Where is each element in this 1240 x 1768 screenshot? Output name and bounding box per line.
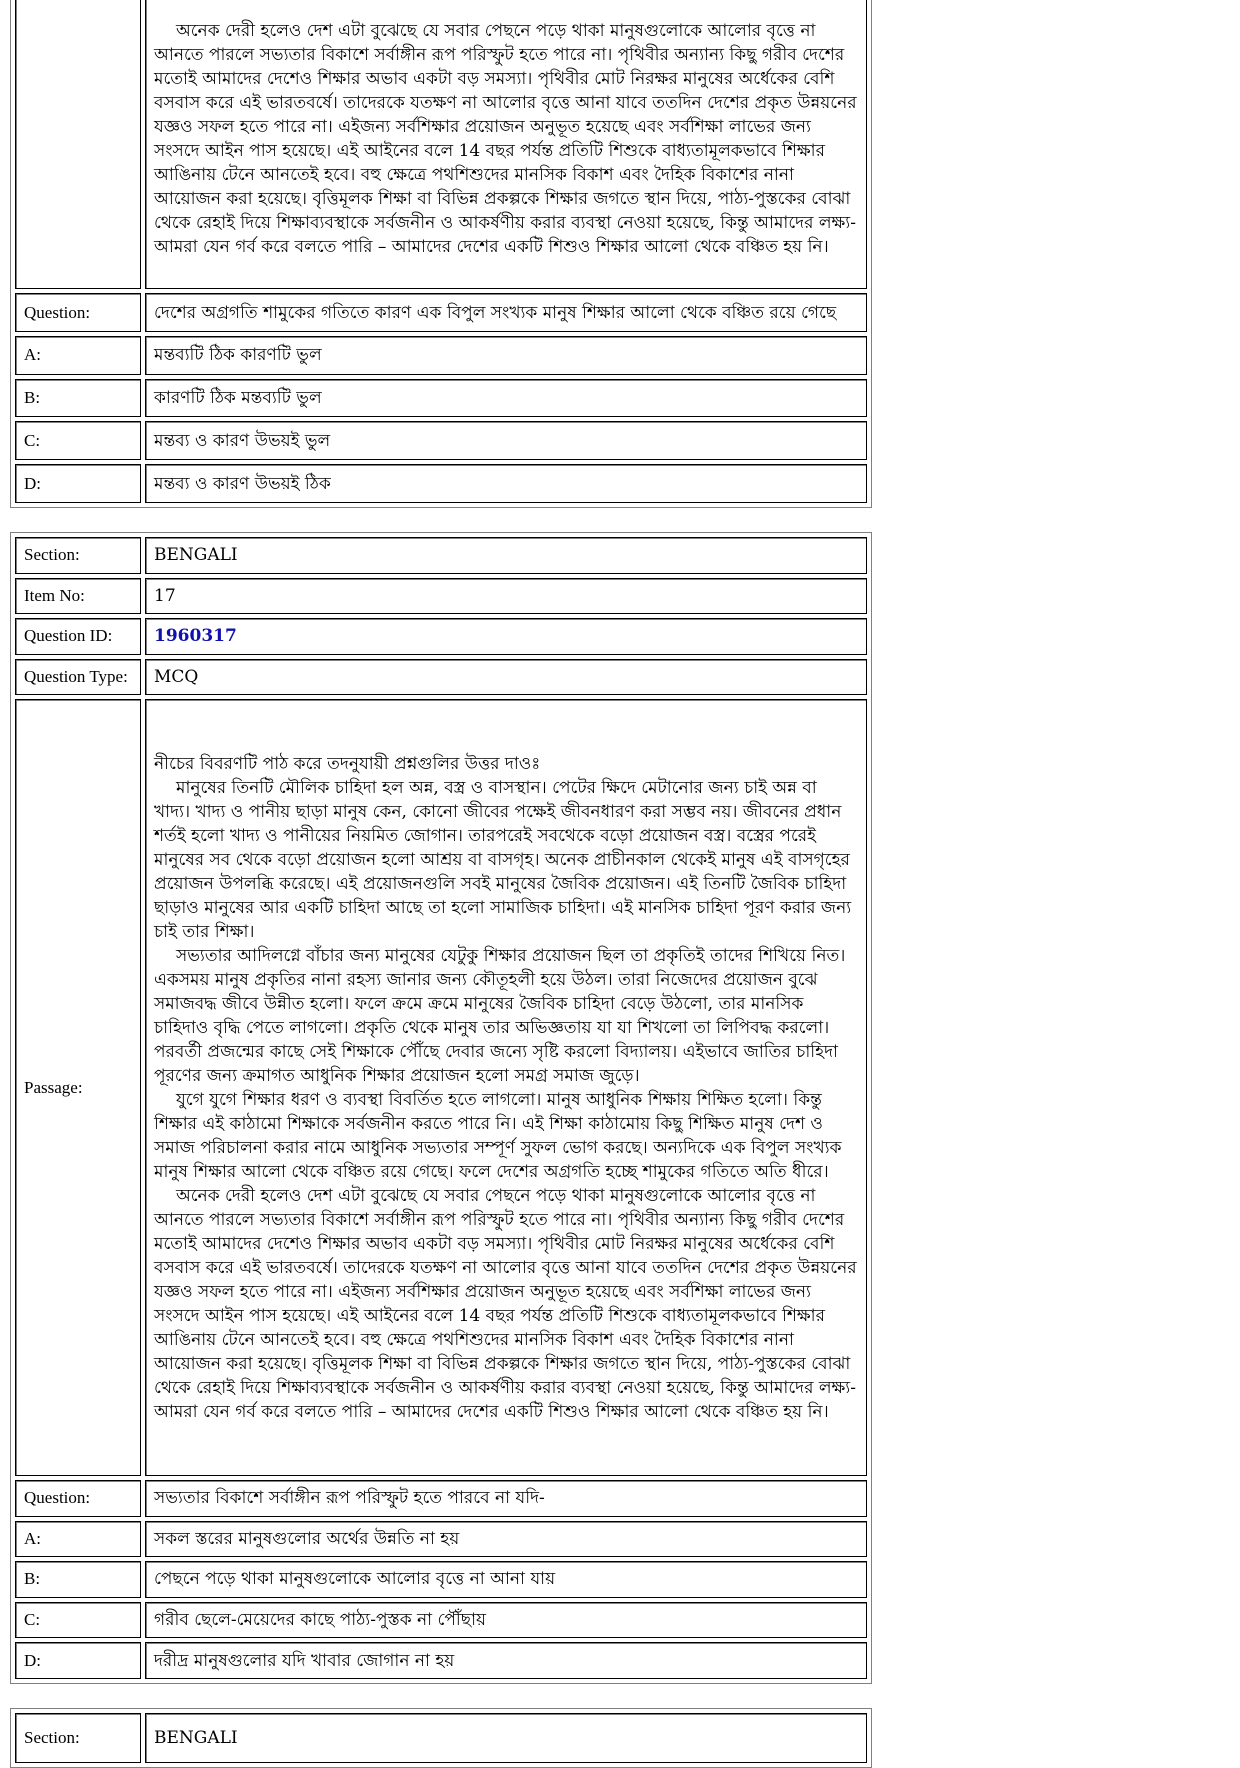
passage-text: [145, 699, 867, 1476]
option-b-label: B:: [15, 1561, 141, 1598]
question-block-3: [10, 1708, 872, 1768]
passage-label: Passage:: [15, 699, 141, 1476]
option-c-label: C:: [15, 421, 141, 460]
option-d-label: D:: [15, 1642, 141, 1679]
option-a-text: মন্তব্যটি ঠিক কারণটি ভুল: [145, 336, 867, 375]
question-row: [15, 293, 867, 332]
option-d-row: [15, 464, 867, 503]
option-d-text: দরীদ্র মানুষগুলোর যদি খাবার জোগান না হয়: [145, 1642, 867, 1679]
question-type-label: Question Type:: [15, 659, 141, 696]
section-value: BENGALI: [145, 1713, 867, 1763]
passage-paragraph: অনেক দেরী হলেও দেশ এটা বুঝেছে যে সবার পেছনে পড়ে থাকা মানুষগুলোকে আলোর বৃত্তে না আনতে পারলে সভ্যতার বিকাশে সর্বাঙ্গীন রূপ পরিস্ফুট হতে পারে না। পৃথিবীর অন্যান্য কিছু গরীব দেশের মতোই আমাদের দেশেও শিক্ষার অভাব একটা বড় সমস্যা। পৃথিবীর মোট নিরক্ষর মানুষের অর্ধেকের বেশি বসবাস করে এই ভারতবর্ষে। তাদেরকে যতক্ষণ না আলোর বৃত্তে আনা যাবে ততদিন দেশের প্রকৃত উন্নয়নের যজ্ঞও সফল হতে পারে না। এইজন্য সর্বশিক্ষার প্রয়োজন অনুভূত হয়েছে এবং সর্বশিক্ষা লাভের জন্য সংসদে আইন পাস হয়েছে। এই আইনের বলে 14 বছর পর্যন্ত প্রতিটি শিশুকে বাধ্যতামূলকভাবে শিক্ষার আঙিনায় টেনে আনতেই হবে। বহু ক্ষেত্রে পথশিশুদের মানসিক বিকাশ এবং দৈহিক বিকাশের নানা আয়োজন করা হয়েছে। বৃত্তিমূলক শিক্ষা বা বিভিন্ন প্রকল্পকে শিক্ষার জগতে স্থান দিয়ে, পাঠ্য-পুস্তকের বোঝা থেকে রেহাই দিয়ে শিক্ষাব্যবস্থাকে সর্বজনীন ও আকর্ষণীয় করার ব্যবস্থা নেওয়া হয়েছে, কিন্তু আমাদের লক্ষ্য- আমরা যেন গর্ব করে বলতে পারি – আমাদের দেশের একটি শিশুও শিক্ষার আলো থেকে বঞ্চিত হয় নি।: [154, 21, 857, 258]
option-c-text: গরীব ছেলে-মেয়েদের কাছে পাঠ্য-পুস্তক না পৌঁছায়: [145, 1602, 867, 1639]
question-row: [15, 1480, 867, 1517]
passage-paragraph: যুগে যুগে শিক্ষার ধরণ ও ব্যবস্থা বিবর্তিত হতে লাগলো। মানুষ আধুনিক শিক্ষায় শিক্ষিত হলো। কিন্তু শিক্ষার এই কাঠামো শিক্ষাকে সর্বজনীন করতে পারে নি। এই শিক্ষা কাঠামোয় কিছু শিক্ষিত মানুষ দেশ ও সমাজ পরিচালনা করার নামে আধুনিক সভ্যতার সম্পূর্ণ সুফল ভোগ করছে। অন্যদিকে এক বিপুল সংখ্যক মানুষ শিক্ষার আলো থেকে বঞ্চিত রয়ে গেছে। ফলে দেশের অগ্রগতি হচ্ছে শামুকের গতিতে অতি ধীরে।: [154, 1089, 842, 1182]
question-label: Question:: [15, 293, 141, 332]
section-row: [15, 1713, 867, 1763]
question-type-row: [15, 659, 867, 696]
option-b-row: [15, 1561, 867, 1598]
option-c-text: মন্তব্য ও কারণ উভয়ই ভুল: [145, 421, 867, 460]
passage-text: [145, 0, 867, 289]
option-a-row: [15, 336, 867, 375]
item-no-value: 17: [145, 578, 867, 615]
section-label: Section:: [15, 537, 141, 574]
question-text: সভ্যতার বিকাশে সর্বাঙ্গীন রূপ পরিস্ফুট হতে পারবে না যদি-: [145, 1480, 867, 1517]
question-block-1: [10, 0, 872, 508]
option-c-row: [15, 1602, 867, 1639]
passage-intro: নীচের বিবরণটি পাঠ করে তদনুযায়ী প্রশ্নগুলির উত্তর দাওঃ: [154, 753, 541, 774]
question-id-value: 1960317: [145, 618, 867, 655]
option-d-text: মন্তব্য ও কারণ উভয়ই ঠিক: [145, 464, 867, 503]
option-b-text: পেছনে পড়ে থাকা মানুষগুলোকে আলোর বৃত্তে না আনা যায়: [145, 1561, 867, 1598]
option-a-label: A:: [15, 1521, 141, 1558]
passage-row: [15, 0, 867, 289]
option-a-label: A:: [15, 336, 141, 375]
item-no-row: [15, 578, 867, 615]
passage-row: [15, 699, 867, 1476]
question-type-value: MCQ: [145, 659, 867, 696]
section-label: Section:: [15, 1713, 141, 1763]
question-block-2: [10, 532, 872, 1684]
option-b-text: কারণটি ঠিক মন্তব্যটি ভুল: [145, 379, 867, 418]
option-b-row: [15, 379, 867, 418]
passage-paragraph: অনেক দেরী হলেও দেশ এটা বুঝেছে যে সবার পেছনে পড়ে থাকা মানুষগুলোকে আলোর বৃত্তে না আনতে পারলে সভ্যতার বিকাশে সর্বাঙ্গীন রূপ পরিস্ফুট হতে পারে না। পৃথিবীর অন্যান্য কিছু গরীব দেশের মতোই আমাদের দেশেও শিক্ষার অভাব একটা বড় সমস্যা। পৃথিবীর মোট নিরক্ষর মানুষের অর্ধেকের বেশি বসবাস করে এই ভারতবর্ষে। তাদেরকে যতক্ষণ না আলোর বৃত্তে আনা যাবে ততদিন দেশের প্রকৃত উন্নয়নের যজ্ঞও সফল হতে পারে না। এইজন্য সর্বশিক্ষার প্রয়োজন অনুভূত হয়েছে এবং সর্বশিক্ষা লাভের জন্য সংসদে আইন পাস হয়েছে। এই আইনের বলে 14 বছর পর্যন্ত প্রতিটি শিশুকে বাধ্যতামূলকভাবে শিক্ষার আঙিনায় টেনে আনতেই হবে। বহু ক্ষেত্রে পথশিশুদের মানসিক বিকাশ এবং দৈহিক বিকাশের নানা আয়োজন করা হয়েছে। বৃত্তিমূলক শিক্ষা বা বিভিন্ন প্রকল্পকে শিক্ষার জগতে স্থান দিয়ে, পাঠ্য-পুস্তকের বোঝা থেকে রেহাই দিয়ে শিক্ষাব্যবস্থাকে সর্বজনীন ও আকর্ষণীয় করার ব্যবস্থা নেওয়া হয়েছে, কিন্তু আমাদের লক্ষ্য- আমরা যেন গর্ব করে বলতে পারি – আমাদের দেশের একটি শিশুও শিক্ষার আলো থেকে বঞ্চিত হয় নি।: [154, 1185, 857, 1422]
option-d-label: D:: [15, 464, 141, 503]
item-no-label: Item No:: [15, 578, 141, 615]
option-c-label: C:: [15, 1602, 141, 1639]
option-d-row: [15, 1642, 867, 1679]
passage-paragraph: মানুষের তিনটি মৌলিক চাহিদা হল অন্ন, বস্ত্র ও বাসস্থান। পেটের ক্ষিদে মেটানোর জন্য চাই অন্ন বা খাদ্য। খাদ্য ও পানীয় ছাড়া মানুষ কেন, কোনো জীবের পক্ষেই জীবনধারণ করা সম্ভব নয়। জীবনের প্রধান শর্তই হলো খাদ্য ও পানীয়ের নিয়মিত জোগান। তারপরেই সবথেকে বড়ো প্রয়োজন বস্ত্র। বস্ত্রের পরেই মানুষের সব থেকে বড়ো প্রয়োজন হলো আশ্রয় বা বাসগৃহ। অনেক প্রাচীনকাল থেকেই মানুষ এই বাসগৃহের প্রয়োজন উপলব্ধি করেছে। এই প্রয়োজনগুলি সবই মানুষের জৈবিক প্রয়োজন। এই তিনটি জৈবিক চাহিদা ছাড়াও মানুষের আর একটি চাহিদা আছে তা হলো সামাজিক চাহিদা। এই মানসিক চাহিদা পূরণ করার জন্য চাই তার শিক্ষা।: [154, 777, 852, 942]
option-a-row: [15, 1521, 867, 1558]
option-b-label: B:: [15, 379, 141, 418]
section-value: BENGALI: [145, 537, 867, 574]
passage-paragraph: সভ্যতার আদিলগ্নে বাঁচার জন্য মানুষের যেটুকু শিক্ষার প্রয়োজন ছিল তা প্রকৃতিই তাদের শিখিয়ে নিত। একসময় মানুষ প্রকৃতির নানা রহস্য জানার জন্য কৌতূহলী হয়ে উঠল। তারা নিজেদের প্রয়োজন বুঝে সমাজবদ্ধ জীবে উন্নীত হলো। ফলে ক্রমে ক্রমে মানুষের জৈবিক চাহিদা বেড়ে উঠলো, তার মানসিক চাহিদাও বৃদ্ধি পেতে লাগলো। প্রকৃতি থেকে মানুষ তার অভিজ্ঞতায় যা যা শিখলো তা লিপিবদ্ধ করলো। পরবর্তী প্রজন্মের কাছে সেই শিক্ষাকে পৌঁছে দেবার জন্যে সৃষ্টি করলো বিদ্যালয়। এইভাবে জাতির চাহিদা পূরণের জন্য ক্রমাগত আধুনিক শিক্ষার প্রয়োজন হলো সমগ্র সমাজ জুড়ে।: [154, 945, 846, 1086]
question-id-row: [15, 618, 867, 655]
question-id-label: Question ID:: [15, 618, 141, 655]
option-a-text: সকল স্তরের মানুষগুলোর অর্থের উন্নতি না হয়: [145, 1521, 867, 1558]
passage-label: [15, 0, 141, 289]
section-row: [15, 537, 867, 574]
option-c-row: [15, 421, 867, 460]
question-label: Question:: [15, 1480, 141, 1517]
question-text: দেশের অগ্রগতি শামুকের গতিতে কারণ এক বিপুল সংখ্যক মানুষ শিক্ষার আলো থেকে বঞ্চিত রয়ে গেছে: [145, 293, 867, 332]
